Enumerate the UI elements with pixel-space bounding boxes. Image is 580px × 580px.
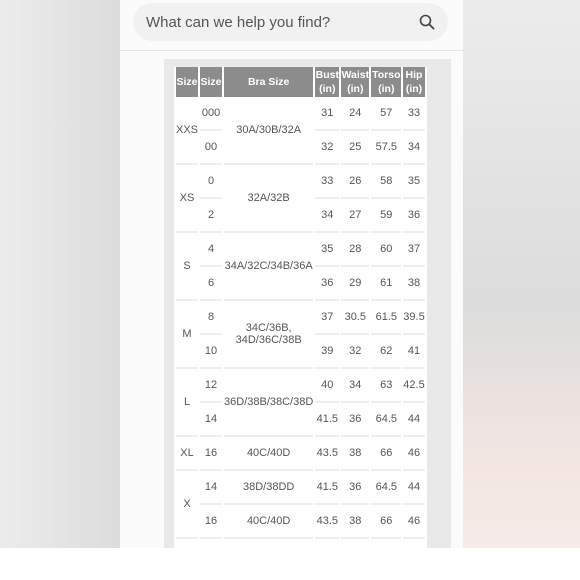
table-header-row	[176, 67, 425, 97]
hip-cell: 35	[403, 165, 424, 199]
bra-size-cell: 30A/30B/32A	[224, 97, 313, 165]
bust-cell: 33	[315, 165, 339, 199]
hip-cell: 37	[403, 233, 424, 267]
num-size-cell: 8	[200, 301, 222, 335]
num-size-cell: 16	[200, 437, 222, 471]
header-bra-size: Bra Size	[224, 67, 313, 97]
table-row	[176, 97, 425, 131]
waist-cell: 27	[341, 199, 369, 233]
waist-cell: 24	[341, 97, 369, 131]
table-row	[176, 165, 425, 199]
bra-size-cell: 38D/38DD	[224, 471, 313, 505]
torso-cell: 66	[371, 505, 401, 539]
divider	[120, 50, 463, 51]
waist-cell: 25	[341, 131, 369, 165]
bra-size-cell: 36D/38B/38C/38D	[224, 369, 313, 437]
num-size-cell: 14	[200, 471, 222, 505]
num-size-cell: 14	[200, 403, 222, 437]
waist-cell: 38	[341, 505, 369, 539]
num-size-cell: 0	[200, 165, 222, 199]
empty-cell	[200, 539, 222, 548]
size-chart-table	[174, 67, 427, 548]
bust-cell: 40	[315, 369, 339, 403]
table-row	[176, 471, 425, 505]
waist-cell: 30.5	[341, 301, 369, 335]
bra-size-cell: 34A/32C/34B/36A	[224, 233, 313, 301]
hip-cell: 44	[403, 471, 424, 505]
bra-size-cell: 32A/32B	[224, 165, 313, 233]
table-row	[176, 233, 425, 267]
bust-cell: 32	[315, 131, 339, 165]
torso-cell: 60	[371, 233, 401, 267]
letter-size-cell: S	[176, 233, 198, 301]
empty-cell	[176, 539, 198, 548]
waist-cell: 26	[341, 165, 369, 199]
bust-cell: 34	[315, 199, 339, 233]
hip-cell: 38	[403, 267, 424, 301]
letter-size-cell: L	[176, 369, 198, 437]
letter-size-cell: XL	[176, 437, 198, 471]
bra-size-cell: 34C/36B, 34D/36C/38B	[224, 301, 313, 369]
header-size: Size	[176, 67, 198, 97]
torso-cell: 58	[371, 165, 401, 199]
hip-cell: 34	[403, 131, 424, 165]
num-size-cell: 4	[200, 233, 222, 267]
bust-cell: 39	[315, 335, 339, 369]
header-waist: Waist (in)	[341, 69, 370, 95]
header-hip: Hip (in)	[403, 67, 424, 97]
table-row	[176, 539, 425, 548]
empty-cell	[371, 539, 401, 548]
waist-cell: 36	[341, 471, 369, 505]
torso-cell: 64.5	[371, 403, 401, 437]
search-input[interactable]	[146, 14, 418, 31]
num-size-cell: 000	[200, 97, 222, 131]
header-num-size: Size	[200, 67, 222, 97]
empty-cell	[403, 539, 424, 548]
bust-cell: 43.5	[315, 437, 339, 471]
background-right	[463, 0, 580, 548]
empty-cell	[224, 539, 313, 548]
table-row	[176, 301, 425, 335]
bust-cell: 36	[315, 267, 339, 301]
torso-cell: 64.5	[371, 471, 401, 505]
num-size-cell: 00	[200, 131, 222, 165]
bust-cell: 31	[315, 97, 339, 131]
phone-screen	[120, 0, 463, 548]
bust-cell: 43.5	[315, 505, 339, 539]
torso-cell: 63	[371, 369, 401, 403]
hip-cell: 46	[403, 437, 424, 471]
num-size-cell: 12	[200, 369, 222, 403]
hip-cell: 44	[403, 403, 424, 437]
torso-cell: 57.5	[371, 131, 401, 165]
torso-cell: 61.5	[371, 301, 401, 335]
letter-size-cell: X	[176, 471, 198, 539]
hip-cell: 41	[403, 335, 424, 369]
bust-cell: 37	[315, 301, 339, 335]
bust-cell: 35	[315, 233, 339, 267]
table-row	[176, 437, 425, 471]
bottom-margin	[0, 548, 580, 580]
waist-cell: 34	[341, 369, 369, 403]
torso-cell: 66	[371, 437, 401, 471]
waist-cell: 38	[341, 437, 369, 471]
num-size-cell: 6	[200, 267, 222, 301]
torso-cell: 59	[371, 199, 401, 233]
table-row	[176, 369, 425, 403]
hip-cell: 39.5	[403, 301, 424, 335]
num-size-cell: 2	[200, 199, 222, 233]
num-size-cell: 16	[200, 505, 222, 539]
size-chart-image	[164, 59, 451, 548]
empty-cell	[315, 539, 339, 548]
hip-cell: 36	[403, 199, 424, 233]
search-icon[interactable]	[418, 13, 436, 31]
bust-cell: 41.5	[315, 471, 339, 505]
hip-cell: 46	[403, 505, 424, 539]
header-bust: Bust (in)	[315, 69, 339, 95]
waist-cell: 32	[341, 335, 369, 369]
torso-cell: 57	[371, 97, 401, 131]
waist-cell: 29	[341, 267, 369, 301]
hip-cell: 42.5	[403, 369, 424, 403]
letter-size-cell: XXS	[176, 97, 198, 165]
waist-cell: 36	[341, 403, 369, 437]
search-bar[interactable]	[133, 3, 448, 41]
background-left	[0, 0, 120, 548]
num-size-cell: 10	[200, 335, 222, 369]
letter-size-cell: M	[176, 301, 198, 369]
torso-cell: 61	[371, 267, 401, 301]
bust-cell: 41.5	[315, 403, 339, 437]
bra-size-cell: 40C/40D	[224, 437, 313, 471]
bra-size-cell: 40C/40D	[224, 505, 313, 539]
table-row	[176, 505, 425, 539]
torso-cell: 62	[371, 335, 401, 369]
waist-cell: 28	[341, 233, 369, 267]
hip-cell: 33	[403, 97, 424, 131]
header-torso: Torso (in)	[372, 69, 401, 95]
letter-size-cell: XS	[176, 165, 198, 233]
empty-cell	[341, 539, 369, 548]
